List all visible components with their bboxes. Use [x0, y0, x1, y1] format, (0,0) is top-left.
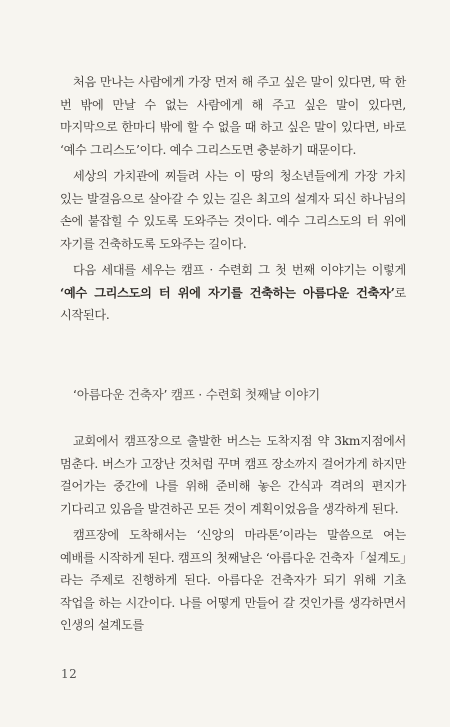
page-number: 12: [61, 667, 78, 681]
intro-section: [60, 71, 406, 331]
paragraph: 처음 만나는 사람에게 가장 먼저 해 주고 싶은 말이 있다면, 딱 한 번 밖에 만날 수 없는 사람에게 해 주고 싶은 말이 있다면, 마지막으로 한마디 밖에 할 수 없을 때 하고 싶은 말이 있다면, 바로 ‘예수 그리스도’이다. 예수 그리스도면 충분하기 때문이다.: [60, 75, 406, 157]
paragraph-text: 다음 세대를 세우는 캠프 · 수련회 그 첫 번째 이야기는 이렇게: [73, 263, 406, 277]
paragraph: 캠프장에 도착해서는 ‘신앙의 마라톤’이라는 말씀으로 여는 예배를 시작하게 된다. 캠프의 첫째날은 ‘아름다운 건축자「설계도」라는 주제로 진행하게 된다. 아름다운 건축자가 되기 위해 기초 작업을 하는 시간이다. 나를 어떻게 만들어 갈 것인가를 생각하면서 인생의 설계도를: [60, 528, 406, 632]
section-heading: ‘아름다운 건축자’ 캠프 · 수련회 첫째날 이야기: [73, 387, 320, 402]
emphasis-text: ‘예수 그리스도의 터 위에 자기를 건축하는 아름다운 건축자’: [60, 285, 395, 300]
paragraph: 교회에서 캠프장으로 출발한 버스는 도착지점 약 3km지점에서 멈춘다. 버스가 고장난 것처럼 꾸며 캠프 장소까지 걸어가게 하지만 걸어가는 중간에 나를 위해 준비해 놓은 간식과 격려의 편지가 기다리고 있음을 발견하곤 모든 것이 계획이었음을 생각하게 된다.: [60, 434, 406, 516]
paragraph-text: 로 시작된다.: [60, 285, 406, 322]
paragraph: [60, 259, 406, 327]
day-one-section: [60, 430, 406, 641]
paragraph: 세상의 가치관에 찌들려 사는 이 땅의 청소년들에게 가장 가치 있는 발걸음으로 살아갈 수 있는 길은 최고의 설계자 되신 하나님의 손에 붙잡힐 수 있도록 도와주는 것이다. 예수 그리스도의 터 위에 자기를 건축하도록 도와주는 길이다.: [60, 169, 406, 251]
